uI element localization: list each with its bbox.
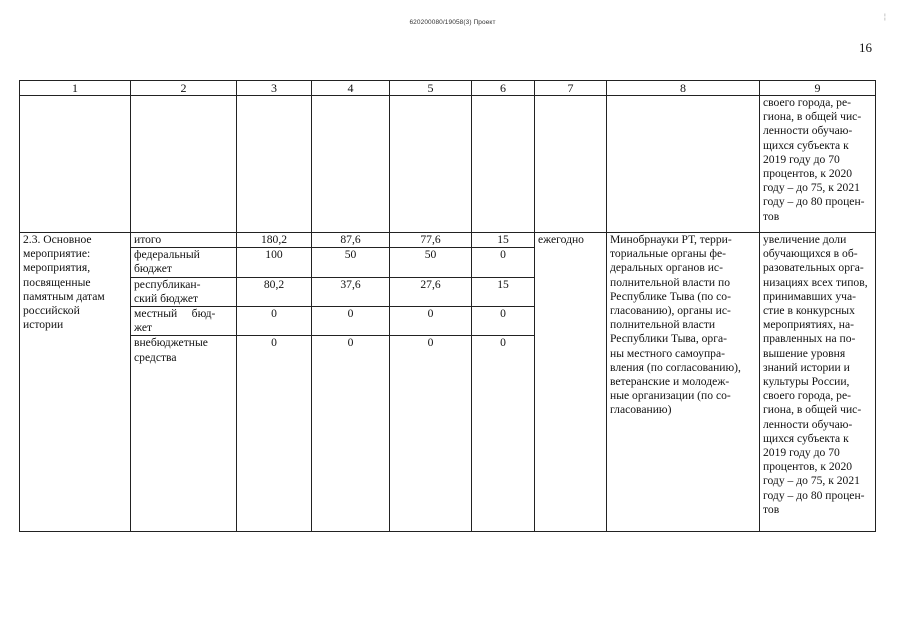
column-header-4: 4: [312, 81, 390, 96]
value-col3: 180,2: [237, 233, 312, 248]
column-header-2: 2: [131, 81, 237, 96]
value-col5: 27,6: [390, 277, 472, 306]
value-col6: 0: [472, 248, 535, 277]
column-header-3: 3: [237, 81, 312, 96]
value-col4: 0: [312, 336, 390, 532]
activity-title-label: 2.3. Основное мероприятие: мероприятия, посвященные памятным датам российской истории: [23, 233, 105, 332]
value-col4: 0: [312, 307, 390, 336]
funding-source-label: итого: [131, 233, 237, 248]
result-cell: [760, 233, 876, 532]
column-number-row: [20, 81, 876, 96]
value-col5: 0: [390, 307, 472, 336]
value-col3: 100: [237, 248, 312, 277]
document-id-header: 620200080/19058(3) Проект: [409, 19, 496, 26]
value-col5: 0: [390, 336, 472, 532]
activity-title: [20, 233, 131, 532]
corner-scan-mark: ¦: [884, 14, 886, 21]
value-col3: 0: [237, 336, 312, 532]
continued-result-label: своего города, ре- гиона, в общей чис- ленности обучаю- щихся субъекта к 2019 году до 70 процентов, к 2020 году – до 75, к 2021 году – до 80 процен- тов: [763, 96, 865, 223]
executors-cell: [607, 233, 760, 532]
value-col6: 15: [472, 277, 535, 306]
table-cell: [607, 96, 760, 233]
value-col6: 0: [472, 307, 535, 336]
table-cell: [535, 96, 607, 233]
funding-source-label: местный бюд- жет: [131, 307, 237, 336]
continued-result-text: [760, 96, 876, 233]
funding-source-label: внебюджетные средства: [131, 336, 237, 532]
column-header-7: 7: [535, 81, 607, 96]
column-header-6: 6: [472, 81, 535, 96]
executors-label: Минобрнауки РТ, терри- ториальные органы фе- деральных органов ис- полнительной власти по Республике Тыва (по со- гласованию), органы ис- полнительной власти Республики Тыва, орга- ны местного самоупра- вления (по согласованию), ветеранские и молодеж- ные организации (по со- гласованию): [610, 233, 741, 417]
column-header-1: 1: [20, 81, 131, 96]
table-cell: [237, 96, 312, 233]
value-col6: 0: [472, 336, 535, 532]
source-row-total: [20, 233, 876, 248]
funding-source-label: федеральный бюджет: [131, 248, 237, 277]
column-header-5: 5: [390, 81, 472, 96]
page-number: 16: [859, 40, 872, 55]
value-col4: 50: [312, 248, 390, 277]
value-col3: 0: [237, 307, 312, 336]
funding-source-label: республикан- ский бюджет: [131, 277, 237, 306]
table-cell: [312, 96, 390, 233]
value-col5: 77,6: [390, 233, 472, 248]
table-cell: [20, 96, 131, 233]
value-col3: 80,2: [237, 277, 312, 306]
period-label: ежегодно: [538, 233, 584, 246]
value-col6: 15: [472, 233, 535, 248]
table-cell: [390, 96, 472, 233]
table-cell: [131, 96, 237, 233]
column-header-9: 9: [760, 81, 876, 96]
value-col4: 87,6: [312, 233, 390, 248]
column-header-8: 8: [607, 81, 760, 96]
program-table: [19, 80, 876, 532]
period-cell: [535, 233, 607, 532]
result-label: увеличение доли обучающихся в об- разовательных орга- низациях всех типов, принимавших уча- стие в конкурсных мероприятиях, на- правленных на по- вышение уровня знаний истории и культуры России, своего города, ре- гиона, в общей чис- ленности обучаю- щихся субъекта к 2019 году до 70 процентов, к 2020 году – до 75, к 2021 году – до 80 процен- тов: [763, 233, 868, 516]
table-cell: [472, 96, 535, 233]
value-col4: 37,6: [312, 277, 390, 306]
value-col5: 50: [390, 248, 472, 277]
continued-row: [20, 96, 876, 233]
